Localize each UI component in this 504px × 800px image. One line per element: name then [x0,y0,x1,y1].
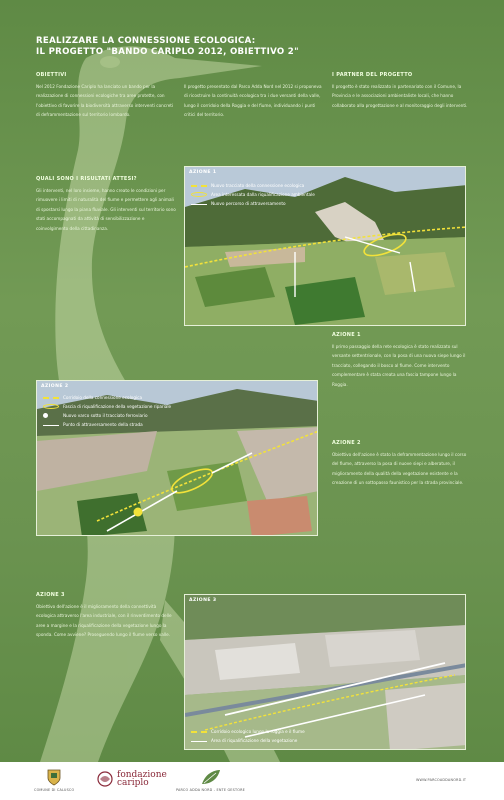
legend-label: Area di riqualificazione della vegetazione [211,738,298,743]
azione2-tag: AZIONE 2 [41,384,69,389]
azione3-text: Obiettivo dell'azione è il miglioramento della connettività ecologica attraverso l'area industriale, con il rinverdimento delle aree a margine e la riqualificazione della vegetazione lungo la sponda. Come avviene? Proseguendo lungo il fiume verso valle. [36,604,172,638]
azione1-text-column [332,332,468,389]
yellow-ellipse-swatch [43,404,59,409]
intro-text-2: Il progetto presentato dal Parco Adda Nord nel 2012 si proponeva di ricostruire la continuità ecologica tra i due versanti della valle, lungo il corridoio della Roggia e del fiume, individuando i punti critici del territorio. [184,84,322,118]
yellow-dash-swatch [43,397,59,399]
fondazione-cariplo-mark-icon [96,770,114,788]
azione2-heading: AZIONE 2 [332,440,361,446]
title-line-1: REALIZZARE LA CONNESSIONE ECOLOGICA: [36,36,256,46]
azione2-aerial-photo [36,380,318,536]
comune-caption: COMUNE DI CALUSCO [34,788,75,792]
azione1-text: Il primo passaggio della rete ecologica è stato realizzato sul versante settentrionale, con la posa di una nuova siepe lungo il tracciato, collegando il bosco al fiume. Come intervento complementare è stata creata una fascia tampone lungo la Roggia. [332,344,466,387]
legend-label: Nuovo tracciato della connessione ecologica [211,183,305,188]
white-arrow-swatch [43,425,59,426]
partner-text: Il progetto è stato realizzato in partenariato con il Comune, la Provincia e le associazioni ambientaliste locali, che hanno collaborato alla progettazione e al monitoraggio degli interventi. [332,84,468,108]
partner-heading: I PARTNER DEL PROGETTO [332,72,413,78]
risultati-column [36,176,176,233]
legend-row [191,181,315,190]
azione1-aerial-photo [184,166,466,326]
legend-row [191,727,305,736]
legend-label: Nuovo percorso di attraversamento [211,201,286,206]
obiettivi-column [36,72,176,120]
yellow-ellipse-swatch [191,192,207,197]
legend-row [191,199,315,208]
legend-label: Punto di attraversamento della strada [63,422,143,427]
poster-title [36,36,366,58]
website-label [416,776,466,782]
azione3-legend [191,727,305,745]
azione1-legend [191,181,315,208]
footer-logos [0,762,504,800]
obiettivi-heading: OBIETTIVI [36,72,67,78]
fondazione-word: fondazione [117,770,167,780]
fondazione-cariplo-logo [96,770,167,788]
title-line-2: IL PROGETTO "BANDO CARIPLO 2012, OBIETTIVO 2" [36,47,299,57]
legend-row [191,736,305,745]
legend-label: Corridoio ecologico lungo la roggia e il fiume [211,729,305,734]
white-arrow-swatch [191,741,207,742]
comune-logo [34,768,74,792]
legend-row [43,411,171,420]
azione1-tag: AZIONE 1 [189,170,217,175]
azione3-heading: AZIONE 3 [36,592,65,598]
azione2-text-column [332,440,468,488]
azione3-aerial-photo [184,594,466,750]
legend-label: Corridoio della connessione ecologica [63,395,143,400]
legend-row [43,420,171,429]
legend-label: Area interessata dalla riqualificazione ambientale [211,192,315,197]
cariplo-word: cariplo [117,778,149,788]
azione1-heading: AZIONE 1 [332,332,361,338]
legend-row [43,402,171,411]
legend-label: Fascia di riqualificazione della vegetazione ripariale [63,404,172,409]
parco-leaf-icon [200,768,222,786]
yellow-dash-swatch [191,185,207,187]
azione3-tag: AZIONE 3 [189,598,217,603]
azione2-text: Obiettivo dell'azione è stato la deframmentazione lungo il corso del fiume, attraverso la posa di nuove siepi e alberature, il miglioramento della qualità della vegetazione esistente e la creazione di un sottopasso faunistico per la strada provinciale. [332,452,467,486]
parco-caption: PARCO ADDA NORD - ENTE GESTORE [176,788,246,792]
azione2-legend [43,393,171,429]
parco-logo [176,768,245,792]
azione3-text-column [36,592,176,640]
legend-row [43,393,171,402]
yellow-dash-swatch [191,731,207,733]
legend-row [191,190,315,199]
risultati-heading: QUALI SONO I RISULTATI ATTESI? [36,176,137,182]
legend-label: Nuovo varco sotto il tracciato ferroviario [63,413,148,418]
coat-of-arms-icon [47,768,61,786]
fondazione-wordmark [117,771,167,787]
obiettivi-text: Nel 2012 Fondazione Cariplo ha lanciato un bando per la realizzazione di connessioni ecologiche tra aree protette, con l'obiettivo di favorire la biodiversità attraverso interventi concreti di deframmentazione sul territorio lombardo. [36,84,174,118]
risultati-text: Gli interventi, nel loro insieme, hanno creato le condizioni per rimuovere i limiti di naturalità del fiume e permettere agli animali di spostarsi lungo la piana fluviale. Gli interventi sul territorio sono stati accompagnati da attività di sensibilizzazione e coinvolgimento della cittadinanza. [36,188,176,231]
white-dot-swatch [43,413,48,418]
intro-column-2 [184,82,324,120]
website-caption: WWW.PARCOADDANORD.IT [416,778,467,782]
partner-column [332,72,472,110]
white-arrow-swatch [191,204,207,205]
